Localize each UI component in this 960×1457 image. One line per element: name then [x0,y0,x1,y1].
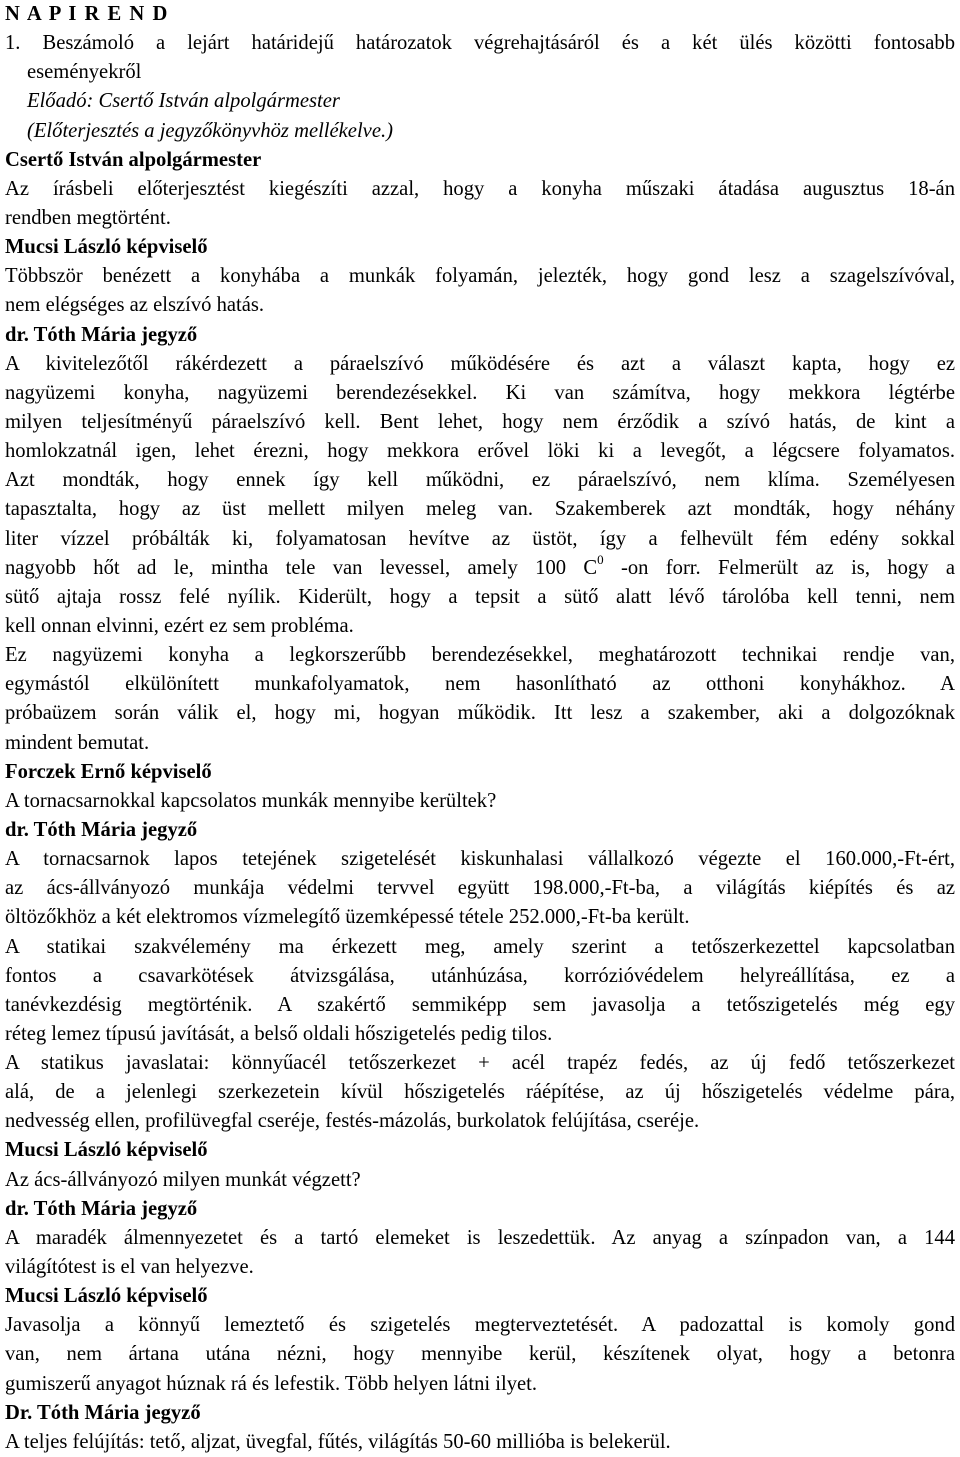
paragraph-line: A tornacsarnok lapos tetejének szigetelését kiskunhalasi vállalkozó végezte el 160.000,-Ft-ért, [5,848,955,871]
paragraph-line: A maradék álmennyezetet és a tartó elemeket is leszedettük. Az anyag a színpadon van, a 144 [5,1226,955,1249]
speaker-name: dr. Tóth Mária jegyző [5,1197,198,1220]
paragraph-line: próbaüzem során válik el, hogy mi, hogyan működik. Itt lesz a szakember, aki a dolgozóknak [5,702,955,725]
document-page [5,0,955,1457]
paragraph-line: Ez nagyüzemi konyha a legkorszerűbb berendezésekkel, meghatározott technikai rendje van, [5,644,955,667]
paragraph-line: nem elégséges az elszívó hatás. [5,294,265,317]
paragraph-line: Javasolja a könnyű lemeztető és szigetelés megterveztetését. A padozattal is komoly gond [5,1314,955,1337]
speaker-name: Mucsi László képviselő [5,1139,208,1162]
paragraph-line: kell onnan elvinni, ezért ez sem probléma. [5,614,354,637]
agenda-item-attachment-note: (Előterjesztés a jegyzőkönyvhöz mellékelve.) [27,119,393,142]
paragraph-line: nedvesség ellen, profilüvegfal cseréje, festés-mázolás, burkolatok felújítása, cseréje. [5,1110,700,1133]
paragraph-line: világítótest is el van helyezve. [5,1256,254,1279]
paragraph-line: mindent bemutat. [5,731,150,754]
paragraph-line: A tornacsarnokkal kapcsolatos munkák mennyibe kerültek? [5,789,497,812]
paragraph-line: van, nem ártana utána nézni, hogy mennyibe kerül, készítenek olyat, hogy a betonra [5,1343,955,1366]
paragraph-line: tapasztalta, hogy az üst mellett milyen meleg van. Szakemberek azt mondták, hogy néhány [5,498,955,521]
paragraph-line: Többször benézett a konyhába a munkák folyamán, jelezték, hogy gond lesz a szagelszívóval, [5,265,955,288]
agenda-heading: N A P I R E N D [5,3,169,25]
text-segment: -on forr. Felmerült az is, hogy a [603,556,955,579]
paragraph-line: homlokzatnál igen, lehet érezni, hogy mekkora erővel löki ki a levegőt, a légcsere folyamatos. [5,440,955,463]
paragraph-line: réteg lemez típusú javítását, a belső oldali hőszigetelés pedig tilos. [5,1022,553,1045]
paragraph-line: az ács-állványozó munkája védelmi tervvel együtt 198.000,-Ft-ba, a világítás kiépítés és az [5,877,955,900]
speaker-name: Mucsi László képviselő [5,1285,208,1308]
paragraph-line: nagyüzemi konyha, nagyüzemi berendezésekkel. Ki van számítva, hogy mekkora légtérbe [5,381,955,404]
speaker-name: Forczek Ernő képviselő [5,760,212,783]
paragraph-line: egymástól elkülönített munkafolyamatok, nem hasonlítható az otthoni konyhákhoz. A [5,673,955,696]
agenda-item-presenter: Előadó: Csertő István alpolgármester [27,90,340,113]
paragraph-line: sütő ajtaja rossz felé nyílik. Kiderült, hogy a tepsit a sütő alatt lévő tárolóba kell tenni, nem [5,585,955,608]
speaker-name: Mucsi László képviselő [5,236,208,259]
paragraph-line [5,551,955,583]
speaker-name: dr. Tóth Mária jegyző [5,818,198,841]
paragraph-line: liter vízzel próbálták ki, folyamatosan hevítve az üstöt, így a felhevült fém edény sokkal [5,527,955,550]
agenda-item-title-line [5,29,955,58]
minutes-body [5,146,955,1457]
paragraph-line: tanévkezdésig megtörténik. A szakértő semmiképp sem javasolja a tetőszigetelés még egy [5,993,955,1016]
agenda-item-number: 1. [5,32,21,55]
agenda-item-title-line: eseményekről [27,61,142,84]
text-segment: nagyobb hőt ad le, mintha tele van levessel, amely 100 C [5,556,598,579]
paragraph-line: A kivitelezőtől rákérdezett a páraelszívó működésére és azt a választ kapta, hogy ez [5,352,955,375]
paragraph-line: alá, de a jelenlegi szerkezetein kívül hőszigetelés ráépítése, az új hőszigetelés védelme pára, [5,1081,955,1104]
paragraph-line: milyen teljesítményű páraelszívó kell. Bent lehet, hogy nem érződik a szívó hatás, de kint a [5,410,955,433]
paragraph-line: Az írásbeli előterjesztést kiegészíti azzal, hogy a konyha műszaki átadása augusztus 18-án [5,177,955,200]
paragraph-line: A statikai szakvélemény ma érkezett meg, amely szerint a tetőszerkezettel kapcsolatban [5,935,955,958]
agenda-item-title: Beszámoló a lejárt határidejű határozatok végrehajtásáról és a két ülés közötti fontosabb [42,32,955,55]
paragraph-line: A statikus javaslatai: könnyűacél tetőszerkezet + acél trapéz fedés, az új fedő tetőszerkezet [5,1052,955,1075]
paragraph-line: gumiszerű anyagot húznak rá és lefestik. Több helyen látni ilyet. [5,1372,538,1395]
paragraph-line: öltözőkhöz a két elektromos vízmelegítő üzemképessé tétele 252.000,-Ft-ba került. [5,906,690,929]
paragraph-line: A teljes felújítás: tető, aljzat, üvegfal, fűtés, világítás 50-60 millióba is belekerül. [5,1430,671,1453]
speaker-name: Csertő István alpolgármester [5,148,262,171]
degree-superscript: 0 [597,551,604,567]
paragraph-line: Az ács-állványozó milyen munkát végzett? [5,1168,361,1191]
speaker-name: Dr. Tóth Mária jegyző [5,1401,201,1424]
paragraph-line: rendben megtörtént. [5,206,171,229]
paragraph-line: fontos a csavarkötések átvizsgálása, utánhúzása, korrózióvédelem helyreállítása, ez a [5,964,955,987]
speaker-name: dr. Tóth Mária jegyző [5,323,198,346]
paragraph-line: Azt mondták, hogy ennek így kell működni, ez páraelszívó, nem klíma. Személyesen [5,469,955,492]
